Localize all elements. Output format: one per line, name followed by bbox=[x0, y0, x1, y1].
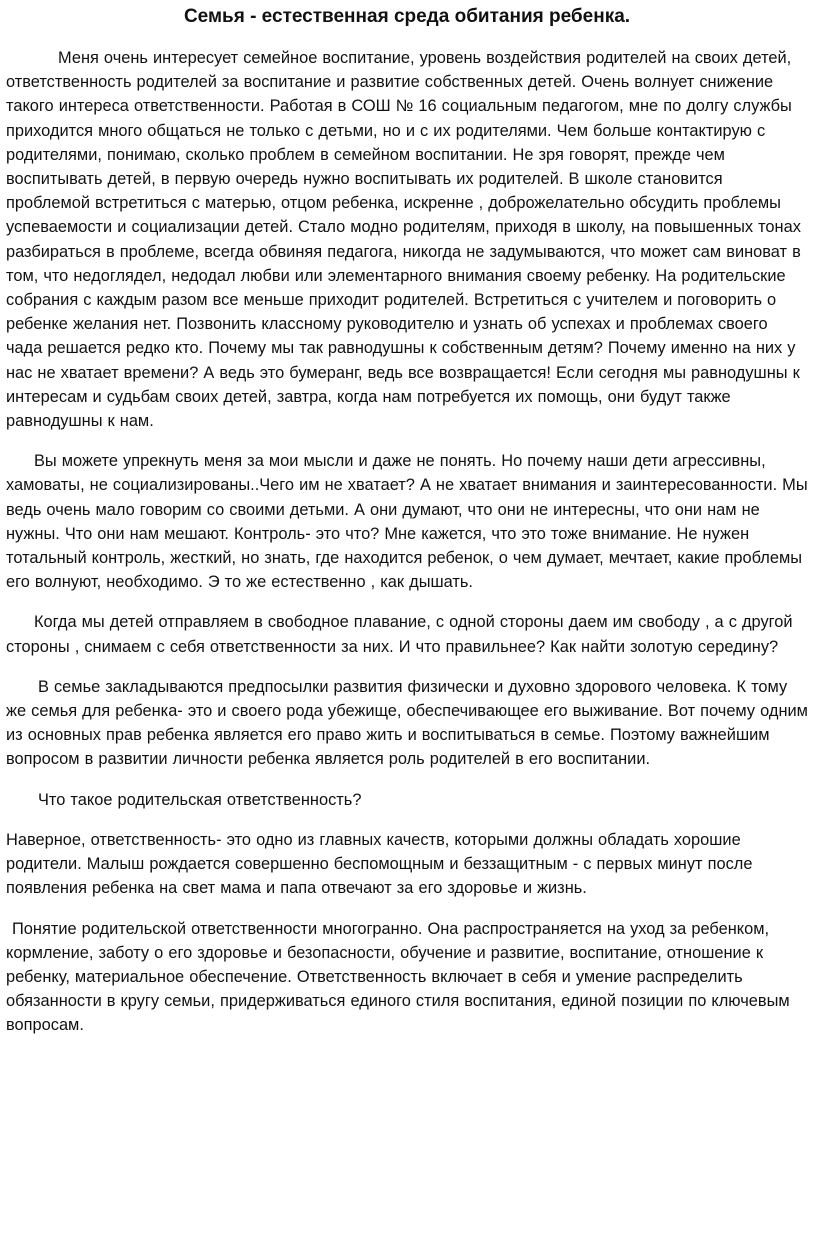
paragraph-7: Понятие родительской ответственности многогранно. Она распространяется на уход за ребенком, кормление, заботу о его здоровье и безопасности, обучение и развитие, воспитание, отношение к ребенку, материальное обеспечение. Ответственность включает в себя и умение распределить обязанности в кругу семьи, придерживаться единого стиля воспитания, единой позиции по ключевым вопросам. bbox=[6, 919, 790, 1035]
paragraph-5-question: Что такое родительская ответственность? bbox=[38, 790, 362, 809]
paragraph-6: Наверное, ответственность- это одно из главных качеств, которыми должны обладать хорошие родители. Малыш рождается совершенно беспомощным и беззащитным - с первых минут после появления ребенка на свет мама и папа отвечают за его здоровье и жизнь. bbox=[6, 830, 753, 898]
document-title: Семья - естественная среда обитания ребенка. bbox=[183, 6, 631, 27]
paragraph-3: Когда мы детей отправляем в свободное плавание, с одной стороны даем им свободу , а с другой стороны , снимаем с себя ответственности за них. И что правильнее? Как найти золотую середину? bbox=[6, 613, 793, 656]
paragraph-1: Меня очень интересует семейное воспитание, уровень воздействия родителей на своих детей, ответственность родителей за воспитание и развитие собственных детей. Очень волнует снижение такого интереса ответственности. Работая в СОШ № 16 социальным педагогом, мне по долгу службы приходится много общаться не только с детьми, но и с их родителями. Чем больше контактирую с родителями, понимаю, сколько проблем в семейном воспитании. Не зря говорят, прежде чем воспитывать детей, в первую очередь нужно воспитывать их родителей. В школе становится проблемой встретиться с матерью, отцом ребенка, искренне , доброжелательно обсудить проблемы успеваемости и социализации детей. Стало модно родителям, приходя в школу, на повышенных тонах разбираться в проблеме, всегда обвиняя педагога, никогда не задумываются, что может сам виноват в том, что недоглядел, недодал любви или элементарного внимания своему ребенку. На родительские собрания с каждым разом все меньше приходит родителей. Встретиться с учителем и поговорить о ребенке желания нет. Позвонить классному руководителю и узнать об успехах и проблемах своего чада решается редко кто. Почему мы так равнодушны к собственным детям? Почему именно на них у нас не хватает времени? А ведь это бумеранг, ведь все возвращается! Если сегодня мы равнодушны к интересам и судьбам своих детей, завтра, когда нам потребуется их помощь, они будут также равнодушны к нам. bbox=[6, 49, 801, 431]
paragraph-4: В семье закладываются предпосылки развития физически и духовно здорового человека. К тому же семья для ребенка- это и своего рода убежище, обеспечивающее его выживание. Вот почему одним из основных прав ребенка является его право жить и воспитываться в семье. Поэтому важнейшим вопросом в развитии личности ребенка является роль родителей в его воспитании. bbox=[6, 677, 808, 769]
paragraph-2: Вы можете упрекнуть меня за мои мысли и даже не понять. Но почему наши дети агрессивны, хамоваты, не социализированы..Чего им не хватает? А не хватает внимания и заинтересованности. Мы ведь очень мало говорим со своими детьми. А они думают, что они не интересны, что они нам не нужны. Что они нам мешают. Контроль- это что? Мне кажется, что это тоже внимание. Не нужен тотальный контроль, жесткий, но знать, где находится ребенок, о чем думает, мечтает, какие проблемы его волнуют, необходимо. Э то же естественно , как дышать. bbox=[6, 452, 808, 592]
